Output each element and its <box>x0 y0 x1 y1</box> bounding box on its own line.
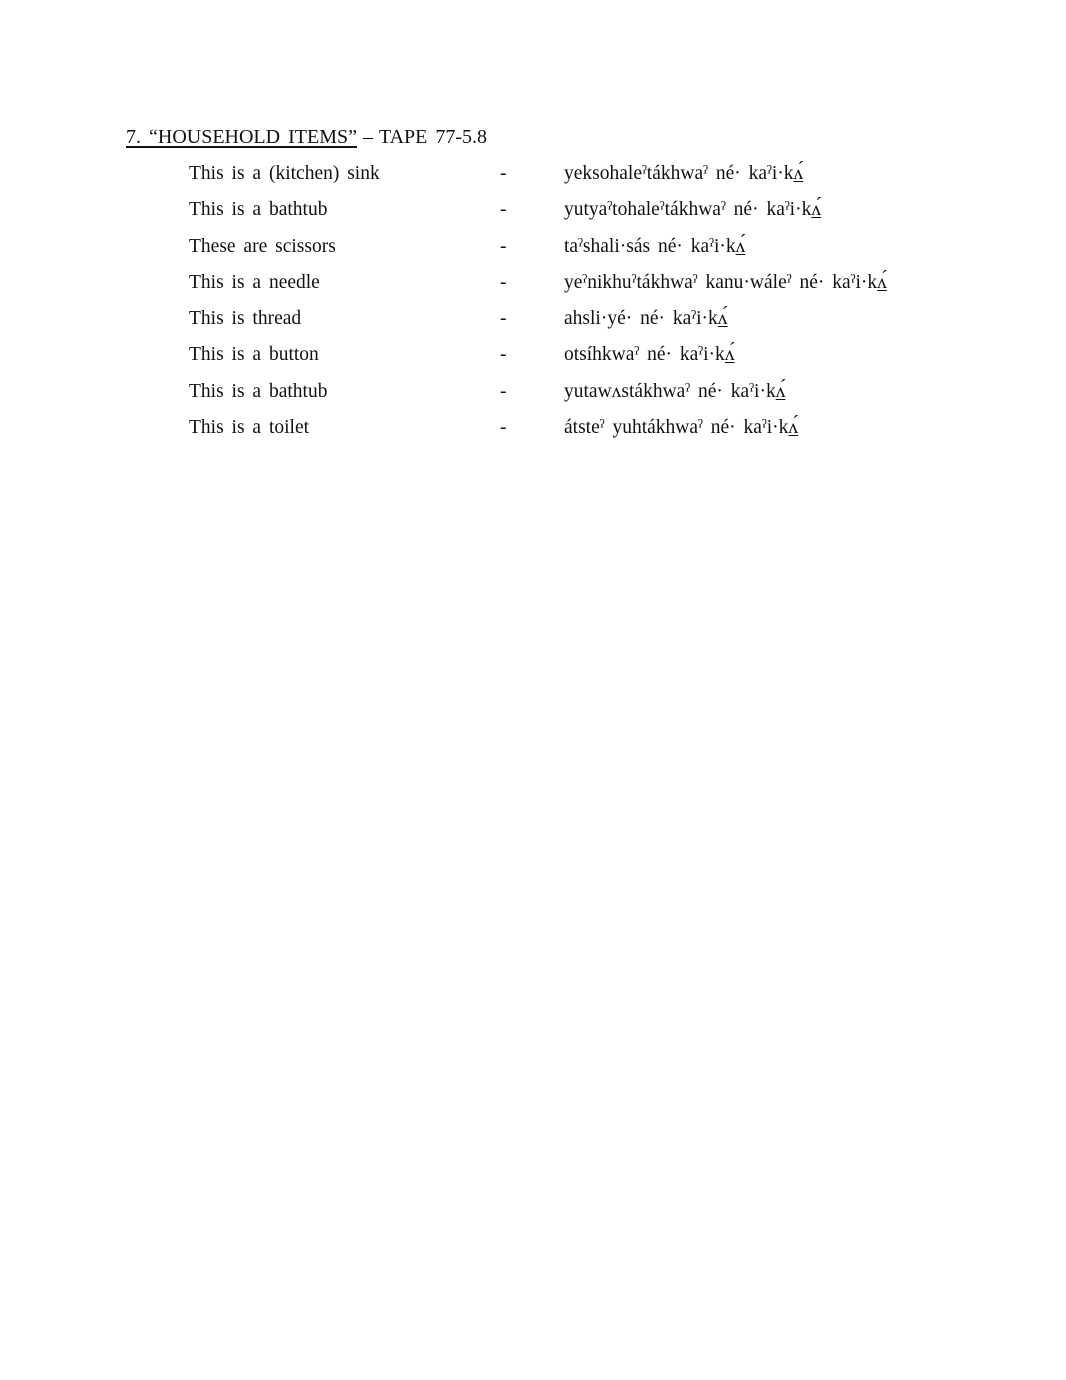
native-phrase <box>564 305 728 333</box>
native-phrase-underlined: ʌ́ <box>811 199 822 221</box>
native-phrase-text: yutawʌstákhwaˀ né· kaˀi·k <box>564 380 776 402</box>
english-phrase: These are scissors <box>189 235 336 257</box>
vocabulary-row <box>0 378 1066 414</box>
vocabulary-row <box>0 341 1066 377</box>
native-phrase-text: yutyaˀtohaleˀtákhwaˀ né· kaˀi·k <box>564 199 812 221</box>
english-phrase: This is a needle <box>189 271 320 293</box>
row-dash: - <box>500 380 507 402</box>
native-phrase-underlined: ʌ́ <box>717 308 728 330</box>
native-phrase <box>564 269 887 297</box>
row-dash: - <box>500 308 507 330</box>
vocabulary-row <box>0 269 1066 305</box>
vocabulary-row <box>0 233 1066 269</box>
tape-reference: TAPE 77-5.8 <box>378 126 488 148</box>
vocabulary-row <box>0 196 1066 232</box>
row-dash: - <box>500 163 507 184</box>
native-phrase-text: taˀshali·sás né· kaˀi·k <box>564 235 736 257</box>
english-phrase: This is a toilet <box>189 417 310 439</box>
english-phrase: This is a bathtub <box>189 380 328 402</box>
native-phrase-text: átsteˀ yuhtákhwaˀ né· kaˀi·k <box>564 417 789 439</box>
english-phrase: This is a bathtub <box>189 199 328 221</box>
native-phrase-text: otsíhkwaˀ né· kaˀi·k <box>564 344 725 366</box>
section-heading <box>126 124 487 150</box>
native-phrase <box>564 378 785 406</box>
native-phrase-underlined: ʌ́ <box>788 417 799 439</box>
english-phrase: This is thread <box>189 308 302 330</box>
native-phrase-underlined: ʌ́ <box>775 380 786 402</box>
native-phrase-underlined: ʌ́ <box>724 344 735 366</box>
native-phrase <box>564 341 735 369</box>
native-phrase <box>564 414 798 442</box>
native-phrase-underlined: ʌ́ <box>793 163 804 184</box>
native-phrase <box>564 196 821 224</box>
row-dash: - <box>500 235 507 257</box>
english-phrase: This is a (kitchen) sink <box>189 163 380 184</box>
native-phrase-text: yeksohaleˀtákhwaˀ né· kaˀi·k <box>564 163 794 184</box>
vocabulary-row <box>0 414 1066 450</box>
native-phrase-underlined: ʌ́ <box>735 235 746 257</box>
native-phrase-underlined: ʌ́ <box>877 271 887 293</box>
vocabulary-row <box>0 305 1066 341</box>
english-phrase: This is a button <box>189 344 319 366</box>
section-title: 7. “HOUSEHOLD ITEMS” <box>126 126 357 148</box>
row-dash: - <box>500 271 507 293</box>
native-phrase-text: ahsli·yé· né· kaˀi·k <box>564 308 718 330</box>
vocabulary-row <box>0 160 1066 196</box>
native-phrase <box>564 160 803 188</box>
row-dash: - <box>500 199 507 221</box>
vocabulary-list <box>0 160 1066 450</box>
native-phrase <box>564 233 745 261</box>
native-phrase-text: yeˀnikhuˀtákhwaˀ kanu·wáleˀ né· kaˀi·k <box>564 271 878 293</box>
heading-separator: – <box>362 126 373 148</box>
row-dash: - <box>500 417 507 439</box>
row-dash: - <box>500 344 507 366</box>
